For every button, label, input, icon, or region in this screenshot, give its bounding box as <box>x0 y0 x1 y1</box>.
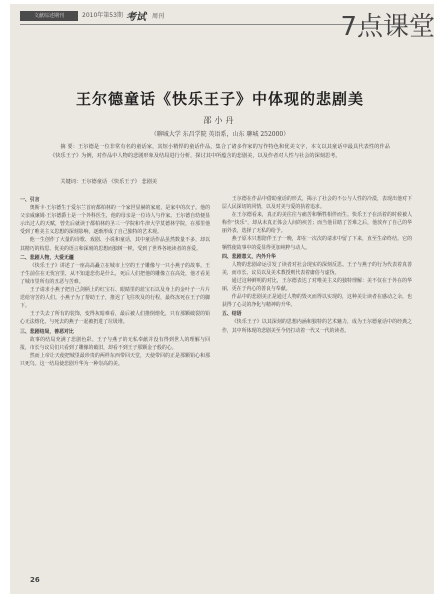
keywords: 关键词：王尔德童话 《快乐王子》 悲剧美 <box>60 179 158 185</box>
paragraph: 燕子原本只想陪伴王子一晚，却在一次次的请求中留了下来，直至生命终结。它的牺牲使故事中的爱显得更加纯粹与动人。 <box>222 236 412 251</box>
issue-label: 2010年第53期 <box>82 12 123 19</box>
author-affiliation: （聊城大学 东昌学院 英语系，山东 聊城 252000） <box>150 131 290 138</box>
section-heading: 三、悲剧结局，善恶对比 <box>20 328 74 335</box>
paragraph: 王子请求小燕子把自己剑柄上的红宝石、眼睛里的蓝宝石以及身上的金叶子一片片送给穷苦的人们。小燕子为了帮助王子，推迟了飞往埃及的行程，最终冻死在王子的脚下。 <box>20 287 210 310</box>
journal-section: 周刊 <box>152 13 165 20</box>
abstract: 摘 要：王尔德是一位非常有名的童话家，其短小精悍的童话作品，集合了诸多作家的写作特色和优美文字，本文以其童话中最具代表性的作品《快乐王子》为例，对作品中人物的悲剧形象及结局进行分析，探讨其中所蕴含的悲剧美，以及作者对人性与社会的深刻思考。 <box>50 144 390 159</box>
page-number: 26 <box>30 576 40 584</box>
section-heading: 二、悲剧人物，大爱无疆 <box>20 254 74 261</box>
paragraph: 《快乐王子》以其深刻的思想内涵和独特的艺术魅力，成为王尔德童话中的经典之作，其中所体现的悲剧美至今仍打动着一代又一代的读者。 <box>222 319 412 334</box>
section-heading: 五、结语 <box>222 311 242 318</box>
watermark-logo: 7点课堂 <box>340 12 435 42</box>
paragraph: 故事的结局充满了悲剧色彩。王子与燕子的无私奉献并没有得到世人的理解与回报，市长与议员们只看到了雕像的破旧，却看不到王子那颗金子般的心。 <box>20 336 210 351</box>
paragraph: 王子失去了所有的装饰，变得灰暗难看，最后被人们推倒熔化，只有那颗破裂的铅心无法熔化，与死去的燕子一起被扔进了垃圾堆。 <box>20 311 210 326</box>
paragraph: 通过这种鲜明的对比，王尔德表达了对唯美主义的独特理解：美不仅在于外在的华丽，更在于内心的善良与奉献。 <box>222 277 412 293</box>
paragraph: 作品中的悲剧美正是通过人物的毁灭而得以实现的，这种美让读者在感动之余，也获得了心灵的净化与精神的升华。 <box>222 294 412 309</box>
paragraph: 在王尔德看来，真正的美往往与痛苦和牺牲相伴而生。快乐王子在活着的时候被人称作“快乐”，却从未真正体会人间的疾苦；而当他目睹了苦难之后，他放弃了自己的华丽外表，选择了无私的给予。 <box>222 212 412 235</box>
body-column-left <box>20 195 210 368</box>
paragraph: 人物的悲剧命运引发了读者对社会现实的深刻反思。王子与燕子的行为代表着真善美，而市长、议员以及美术教授则代表着庸俗与虚伪。 <box>222 261 412 276</box>
paragraph: 王尔德在作品中借助童话的形式，揭示了社会的不公与人性的冷漠，表现出他对下层人民深切的同情，以及对美与爱的执着追求。 <box>222 196 412 211</box>
section-heading: 四、悲剧意义，内外升华 <box>222 253 276 260</box>
article-author: 邵小丹 <box>203 116 237 125</box>
section-heading: 一、引言 <box>20 197 40 203</box>
header-bar: 文献综述期刊 <box>20 11 78 21</box>
article-title: 王尔德童话《快乐王子》中体现的悲剧美 <box>75 90 364 108</box>
body-column-right <box>222 195 412 335</box>
paragraph: 然而上帝让天使把城里最珍贵的两样东西带回天堂，天使带回的正是那颗铅心和那只死鸟。这一结局使悲剧升华为一种崇高的美。 <box>20 352 210 367</box>
paragraph: 他一生创作了大量的诗歌、戏剧、小说和童话，其中童话作品虽然数量不多，却以其精巧的构思、优美的语言和深刻的思想而独树一帜，受到了世界各地读者的喜爱。 <box>20 237 210 252</box>
paragraph: 奥斯卡·王尔德生于爱尔兰首府都柏林的一个家世显赫的家庭，是家中的次子。他的父亲威廉姆·王尔德爵士是一个外科医生，他的母亲是一位诗人与作家。王尔德自幼便显示出过人的天赋，曾先后就读于都柏林的圣三一学院和牛津大学莫德林学院，在那里他受到了唯美主义思想的深刻影响，逐渐形成了自己独特的艺术观。 <box>20 205 210 236</box>
paragraph: 《快乐王子》讲述了一座高高矗立在城市上空的王子雕像与一只小燕子的故事。王子生前住在无忧宫里，从不知道悲伤是什么，死后人们把他的雕像立在高处，他才看见了城市里所有的丑恶与苦难。 <box>20 262 210 285</box>
journal-name: 考试 <box>126 12 146 23</box>
